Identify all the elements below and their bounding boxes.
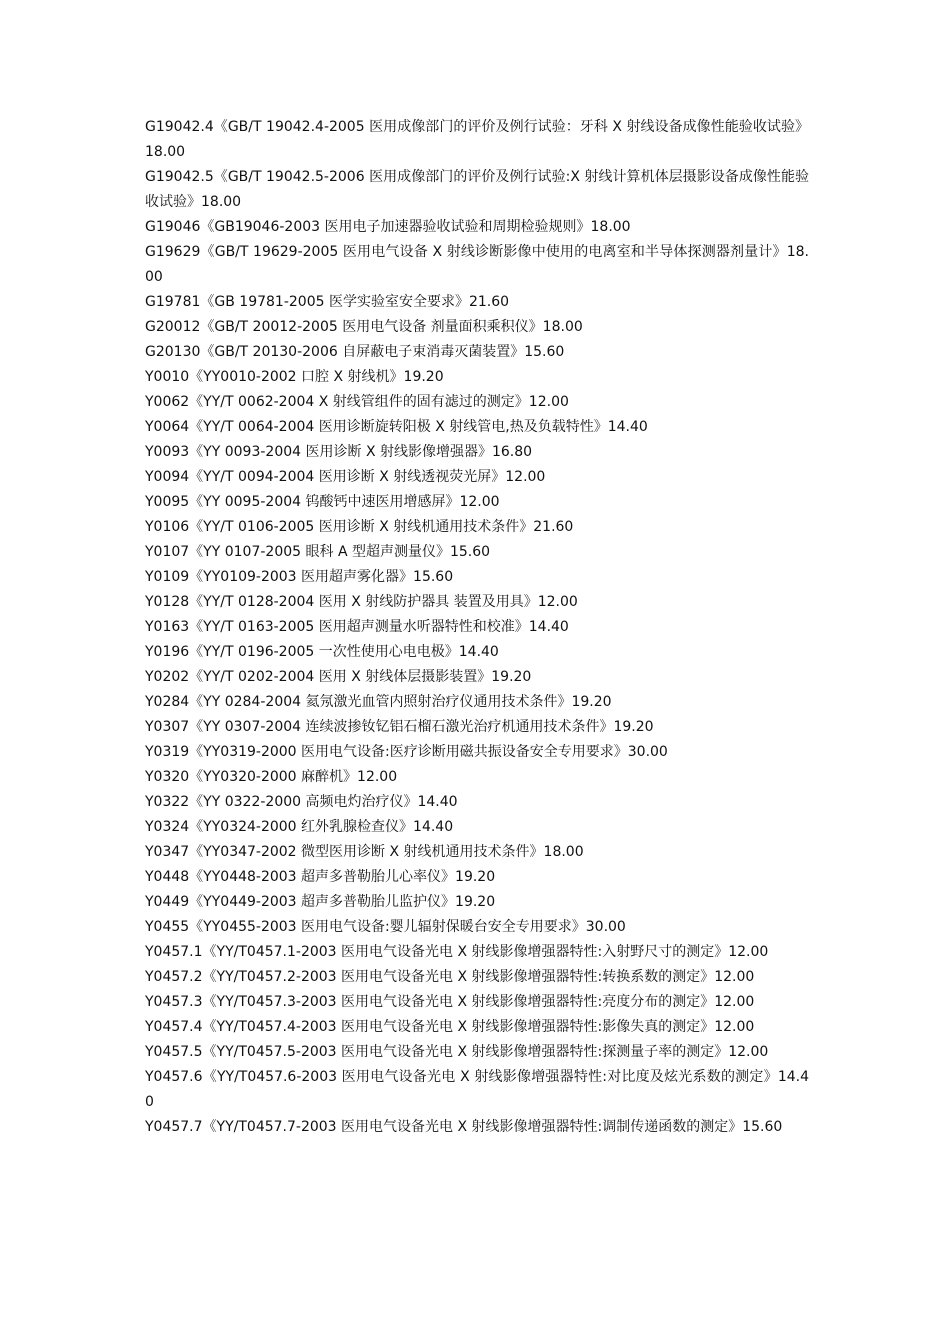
standard-entry: Y0095《YY 0095-2004 钨酸钙中速医用增感屏》12.00 bbox=[145, 494, 500, 510]
standard-entry: Y0457.3《YY/T0457.3-2003 医用电气设备光电 X 射线影像增强器特性:亮度分布的测定》12.00 bbox=[145, 994, 755, 1010]
standard-entry: Y0457.2《YY/T0457.2-2003 医用电气设备光电 X 射线影像增强器特性:转换系数的测定》12.00 bbox=[145, 969, 755, 985]
standard-entry: Y0196《YY/T 0196-2005 一次性使用心电电极》14.40 bbox=[145, 644, 499, 660]
standard-entry: Y0106《YY/T 0106-2005 医用诊断 X 射线机通用技术条件》21.60 bbox=[145, 519, 574, 535]
standard-entry: Y0455《YY0455-2003 医用电气设备:婴儿辐射保暖台安全专用要求》30.00 bbox=[145, 919, 626, 935]
standard-entry: Y0284《YY 0284-2004 氦氖激光血管内照射治疗仪通用技术条件》19.20 bbox=[145, 694, 612, 710]
document-body bbox=[145, 115, 809, 1140]
standard-entry: Y0320《YY0320-2000 麻醉机》12.00 bbox=[145, 769, 398, 785]
standard-entry: Y0322《YY 0322-2000 高频电灼治疗仪》14.40 bbox=[145, 794, 458, 810]
standard-entry: G19781《GB 19781-2005 医学实验室安全要求》21.60 bbox=[145, 294, 510, 310]
standard-entry: Y0128《YY/T 0128-2004 医用 X 射线防护器具 装置及用具》12.00 bbox=[145, 594, 578, 610]
standard-entry: G20012《GB/T 20012-2005 医用电气设备 剂量面积乘积仪》18.00 bbox=[145, 319, 583, 335]
standard-entry: Y0107《YY 0107-2005 眼科 A 型超声测量仪》15.60 bbox=[145, 544, 491, 560]
standard-entry: Y0064《YY/T 0064-2004 医用诊断旋转阳极 X 射线管电,热及负载特性》14.40 bbox=[145, 419, 648, 435]
standard-entry: G20130《GB/T 20130-2006 自屏蔽电子束消毒灭菌装置》15.60 bbox=[145, 344, 565, 360]
standard-entry: Y0010《YY0010-2002 口腔 X 射线机》19.20 bbox=[145, 369, 444, 385]
standard-entry: Y0457.1《YY/T0457.1-2003 医用电气设备光电 X 射线影像增强器特性:入射野尺寸的测定》12.00 bbox=[145, 944, 769, 960]
standard-entry: G19046《GB19046-2003 医用电子加速器验收试验和周期检验规则》18.00 bbox=[145, 219, 631, 235]
standard-entry: Y0307《YY 0307-2004 连续波掺钕钇铝石榴石激光治疗机通用技术条件》19.20 bbox=[145, 719, 654, 735]
standard-entry: Y0319《YY0319-2000 医用电气设备:医疗诊断用磁共振设备安全专用要求》30.00 bbox=[145, 744, 668, 760]
standard-entry: Y0457.7《YY/T0457.7-2003 医用电气设备光电 X 射线影像增强器特性:调制传递函数的测定》15.60 bbox=[145, 1119, 783, 1135]
standard-entry: Y0457.5《YY/T0457.5-2003 医用电气设备光电 X 射线影像增强器特性:探测量子率的测定》12.00 bbox=[145, 1044, 769, 1060]
standard-entry: Y0202《YY/T 0202-2004 医用 X 射线体层摄影装置》19.20 bbox=[145, 669, 532, 685]
standard-entry: Y0449《YY0449-2003 超声多普勒胎儿监护仪》19.20 bbox=[145, 894, 496, 910]
standard-entry: G19629《GB/T 19629-2005 医用电气设备 X 射线诊断影像中使用的电离室和半导体探测器剂量计》18.00 bbox=[145, 244, 809, 285]
standard-entry: G19042.5《GB/T 19042.5-2006 医用成像部门的评价及例行试验:X 射线计算机体层摄影设备成像性能验收试验》18.00 bbox=[145, 169, 809, 210]
standard-entry: Y0347《YY0347-2002 微型医用诊断 X 射线机通用技术条件》18.00 bbox=[145, 844, 584, 860]
standard-entry: Y0163《YY/T 0163-2005 医用超声测量水听器特性和校准》14.40 bbox=[145, 619, 569, 635]
standard-entry: Y0093《YY 0093-2004 医用诊断 X 射线影像增强器》16.80 bbox=[145, 444, 533, 460]
standard-entry: Y0457.4《YY/T0457.4-2003 医用电气设备光电 X 射线影像增强器特性:影像失真的测定》12.00 bbox=[145, 1019, 755, 1035]
standard-entry: Y0109《YY0109-2003 医用超声雾化器》15.60 bbox=[145, 569, 454, 585]
standard-entry: Y0062《YY/T 0062-2004 X 射线管组件的固有滤过的测定》12.00 bbox=[145, 394, 569, 410]
standard-entry: Y0324《YY0324-2000 红外乳腺检查仪》14.40 bbox=[145, 819, 454, 835]
standard-entry: G19042.4《GB/T 19042.4-2005 医用成像部门的评价及例行试验：牙科 X 射线设备成像性能验收试验》18.00 bbox=[145, 119, 809, 160]
standard-entry: Y0094《YY/T 0094-2004 医用诊断 X 射线透视荧光屏》12.00 bbox=[145, 469, 546, 485]
standard-entry: Y0457.6《YY/T0457.6-2003 医用电气设备光电 X 射线影像增强器特性:对比度及炫光系数的测定》14.40 bbox=[145, 1069, 809, 1110]
standard-entry: Y0448《YY0448-2003 超声多普勒胎儿心率仪》19.20 bbox=[145, 869, 496, 885]
